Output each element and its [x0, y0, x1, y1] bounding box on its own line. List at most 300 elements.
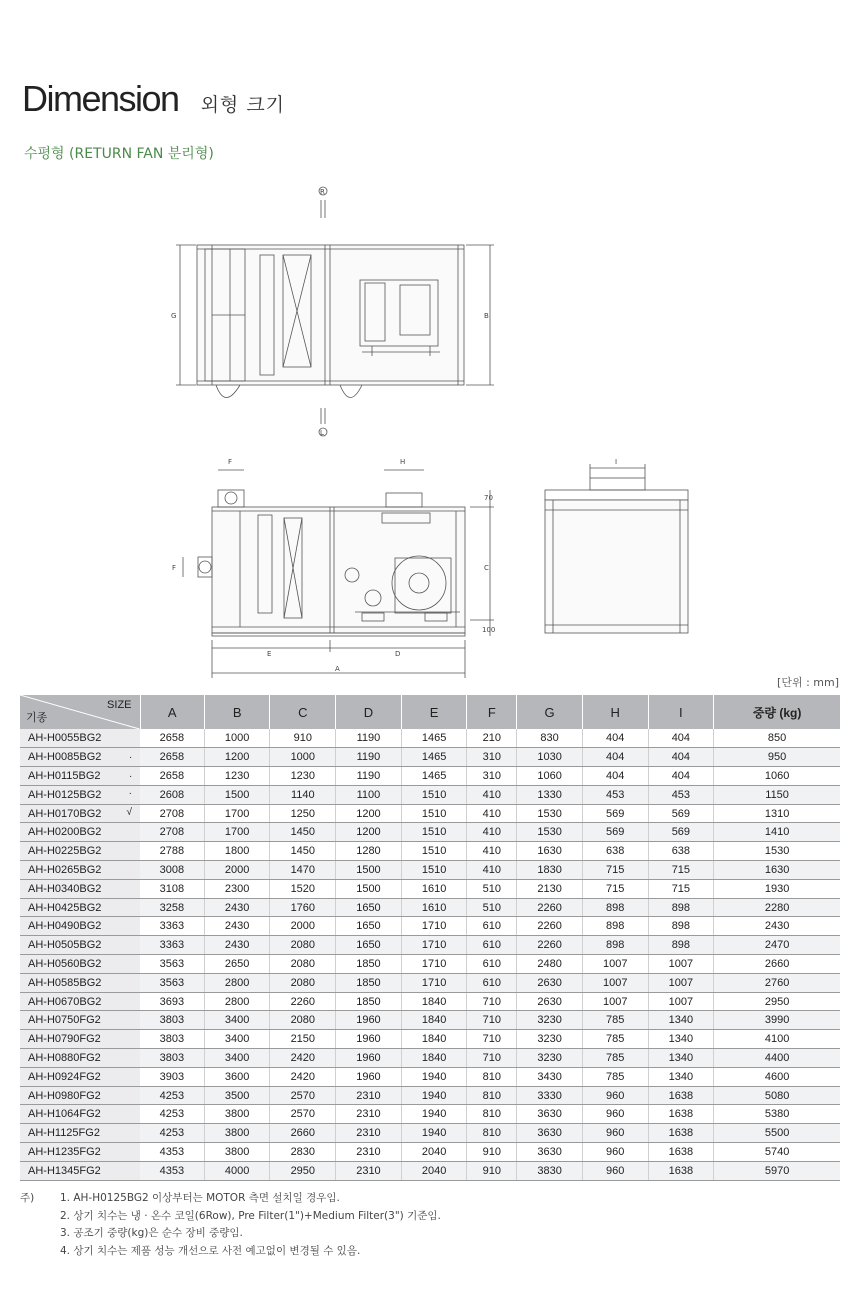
unit-note: [단위 : mm]	[777, 676, 839, 689]
model-name: AH-H0265BG2	[28, 863, 102, 876]
table-cell: 638	[648, 842, 714, 861]
table-cell: 3258	[140, 898, 204, 917]
table-cell: 2608	[140, 785, 204, 804]
table-cell: 2470	[714, 936, 840, 955]
table-cell: 1200	[336, 823, 402, 842]
table-cell: 960	[582, 1124, 648, 1143]
table-cell: 2080	[270, 1011, 336, 1030]
notes-list	[60, 1190, 441, 1260]
table-cell: 3600	[204, 1067, 270, 1086]
model-mark: .	[129, 769, 132, 781]
table-cell: 3008	[140, 861, 204, 880]
table-cell: 2310	[336, 1143, 402, 1162]
table-cell: 5080	[714, 1086, 840, 1105]
dim-label-l: L	[320, 429, 324, 437]
table-cell: 453	[648, 785, 714, 804]
table-row	[20, 898, 840, 917]
table-cell: 1470	[270, 861, 336, 880]
model-name: AH-H0340BG2	[28, 882, 102, 895]
table-cell: 1610	[401, 898, 467, 917]
table-cell: 1140	[270, 785, 336, 804]
table-cell: 2480	[517, 955, 583, 974]
table-cell: 1510	[401, 861, 467, 880]
table-cell: 1060	[714, 767, 840, 786]
model-cell	[20, 748, 140, 767]
table-row	[20, 1124, 840, 1143]
table-cell: 569	[582, 823, 648, 842]
table-cell: 2260	[517, 917, 583, 936]
table-cell: 3630	[517, 1143, 583, 1162]
table-cell: 2660	[714, 955, 840, 974]
model-name: AH-H0085BG2	[28, 751, 102, 764]
table-cell: 1840	[401, 1030, 467, 1049]
table-cell: 2420	[270, 1067, 336, 1086]
table-cell: 710	[467, 1030, 517, 1049]
table-cell: 1638	[648, 1161, 714, 1180]
table-cell: 898	[582, 936, 648, 955]
table-cell: 1940	[401, 1086, 467, 1105]
model-name: AH-H1064FG2	[28, 1108, 101, 1121]
table-cell: 410	[467, 804, 517, 823]
table-row	[20, 992, 840, 1011]
model-cell	[20, 1049, 140, 1068]
table-cell: 710	[467, 1049, 517, 1068]
table-cell: 1500	[204, 785, 270, 804]
model-name: AH-H0880FG2	[28, 1051, 101, 1064]
table-cell: 1500	[336, 879, 402, 898]
table-cell: 1340	[648, 1030, 714, 1049]
table-cell: 810	[467, 1105, 517, 1124]
table-cell: 2130	[517, 879, 583, 898]
table-cell: 1638	[648, 1105, 714, 1124]
dim-label-f-top: F	[228, 458, 233, 466]
table-cell: 1960	[336, 1011, 402, 1030]
table-cell: 3903	[140, 1067, 204, 1086]
table-cell: 2310	[336, 1105, 402, 1124]
table-cell: 410	[467, 842, 517, 861]
table-cell: 785	[582, 1030, 648, 1049]
table-cell: 1700	[204, 823, 270, 842]
table-cell: 1410	[714, 823, 840, 842]
table-cell: 785	[582, 1067, 648, 1086]
table-cell: 3800	[204, 1143, 270, 1162]
table-row	[20, 1143, 840, 1162]
table-cell: 1840	[401, 1049, 467, 1068]
column-header: B	[204, 695, 270, 729]
table-cell: 710	[467, 992, 517, 1011]
column-header: E	[401, 695, 467, 729]
table-cell: 960	[582, 1161, 648, 1180]
table-cell: 810	[467, 1124, 517, 1143]
table-cell: 404	[648, 748, 714, 767]
table-cell: 1800	[204, 842, 270, 861]
notes	[20, 1190, 441, 1260]
model-cell	[20, 1030, 140, 1049]
table-cell: 910	[467, 1161, 517, 1180]
model-cell	[20, 1011, 140, 1030]
table-cell: 1510	[401, 804, 467, 823]
table-cell: 1940	[401, 1124, 467, 1143]
table-cell: 510	[467, 879, 517, 898]
model-cell	[20, 973, 140, 992]
table-cell: 2080	[270, 955, 336, 974]
table-cell: 715	[582, 861, 648, 880]
model-name: AH-H0790FG2	[28, 1033, 101, 1046]
column-header: D	[336, 695, 402, 729]
model-name: AH-H0425BG2	[28, 901, 102, 914]
table-cell: 810	[467, 1067, 517, 1086]
model-name: AH-H0115BG2	[28, 769, 101, 782]
table-cell: 2310	[336, 1161, 402, 1180]
model-name: AH-H0670BG2	[28, 995, 102, 1008]
model-cell	[20, 917, 140, 936]
table-cell: 3230	[517, 1011, 583, 1030]
dim-label-r: R	[320, 188, 325, 196]
model-name: AH-H0490BG2	[28, 920, 102, 933]
model-name: AH-H0585BG2	[28, 976, 102, 989]
dim-label-100: 100	[482, 626, 496, 634]
table-cell: 1450	[270, 823, 336, 842]
table-cell: 1000	[270, 748, 336, 767]
table-row	[20, 785, 840, 804]
table-cell: 1840	[401, 1011, 467, 1030]
table-cell: 898	[648, 936, 714, 955]
table-cell: 830	[517, 729, 583, 748]
note-item: 2. 상기 치수는 냉 · 온수 코일(6Row), Pre Filter(1")+Medium Filter(3") 기준임.	[60, 1209, 441, 1222]
table-cell: 2310	[336, 1124, 402, 1143]
table-cell: 710	[467, 1011, 517, 1030]
table-cell: 410	[467, 861, 517, 880]
table-cell: 1650	[336, 898, 402, 917]
table-cell: 2430	[714, 917, 840, 936]
dim-label-i: I	[615, 458, 618, 466]
model-cell	[20, 729, 140, 748]
table-cell: 2800	[204, 973, 270, 992]
table-cell: 3693	[140, 992, 204, 1011]
model-cell	[20, 842, 140, 861]
table-cell: 898	[648, 898, 714, 917]
table-cell: 2150	[270, 1030, 336, 1049]
table-cell: 1007	[582, 973, 648, 992]
table-cell: 2260	[517, 936, 583, 955]
table-row	[20, 1030, 840, 1049]
table-cell: 2658	[140, 729, 204, 748]
table-cell: 310	[467, 767, 517, 786]
table-cell: 4253	[140, 1105, 204, 1124]
table-cell: 453	[582, 785, 648, 804]
table-cell: 960	[582, 1105, 648, 1124]
table-cell: 1650	[336, 917, 402, 936]
table-cell: 2760	[714, 973, 840, 992]
end-view-drawing	[545, 464, 688, 633]
table-cell: 3830	[517, 1161, 583, 1180]
table-cell: 2430	[204, 936, 270, 955]
table-row	[20, 973, 840, 992]
table-cell: 850	[714, 729, 840, 748]
table-cell: 3803	[140, 1030, 204, 1049]
table-cell: 4400	[714, 1049, 840, 1068]
model-cell	[20, 804, 140, 823]
table-cell: 1190	[336, 729, 402, 748]
note-item: 4. 상기 치수는 제품 성능 개선으로 사전 예고없이 변경될 수 있음.	[60, 1244, 361, 1257]
table-row	[20, 861, 840, 880]
table-cell: 2300	[204, 879, 270, 898]
table-cell: 2080	[270, 973, 336, 992]
table-row	[20, 1049, 840, 1068]
table-cell: 1007	[582, 955, 648, 974]
model-cell	[20, 823, 140, 842]
table-cell: 1650	[336, 936, 402, 955]
table-cell: 1960	[336, 1030, 402, 1049]
table-cell: 2080	[270, 936, 336, 955]
table-row	[20, 879, 840, 898]
table-cell: 1190	[336, 748, 402, 767]
table-cell: 3400	[204, 1011, 270, 1030]
table-cell: 2000	[204, 861, 270, 880]
table-cell: 1007	[648, 955, 714, 974]
table-row	[20, 1105, 840, 1124]
table-row	[20, 936, 840, 955]
table-row	[20, 823, 840, 842]
model-cell	[20, 936, 140, 955]
table-body	[20, 729, 840, 1180]
table-cell: 4353	[140, 1161, 204, 1180]
table-cell: 638	[582, 842, 648, 861]
table-cell: 1200	[336, 804, 402, 823]
table-cell: 1500	[336, 861, 402, 880]
table-cell: 610	[467, 955, 517, 974]
model-cell	[20, 1143, 140, 1162]
model-name: AH-H0200BG2	[28, 826, 102, 839]
note-item: 1. AH-H0125BG2 이상부터는 MOTOR 측면 설치일 경우임.	[60, 1192, 340, 1204]
table-cell: 3230	[517, 1030, 583, 1049]
table-cell: 2420	[270, 1049, 336, 1068]
table-cell: 1630	[714, 861, 840, 880]
column-header: G	[517, 695, 583, 729]
table-cell: 1340	[648, 1067, 714, 1086]
table-cell: 2630	[517, 992, 583, 1011]
table-row	[20, 1086, 840, 1105]
table-cell: 4353	[140, 1143, 204, 1162]
model-cell	[20, 1105, 140, 1124]
table-cell: 569	[648, 823, 714, 842]
model-cell	[20, 785, 140, 804]
column-header: C	[270, 695, 336, 729]
table-cell: 1100	[336, 785, 402, 804]
table-cell: 1630	[517, 842, 583, 861]
table-cell: 1200	[204, 748, 270, 767]
table-cell: 1340	[648, 1049, 714, 1068]
table-cell: 404	[648, 767, 714, 786]
table-cell: 910	[467, 1143, 517, 1162]
table-cell: 2260	[517, 898, 583, 917]
table-cell: 404	[648, 729, 714, 748]
table-cell: 4600	[714, 1067, 840, 1086]
model-cell	[20, 1161, 140, 1180]
table-cell: 2708	[140, 804, 204, 823]
table-cell: 410	[467, 823, 517, 842]
table-cell: 3990	[714, 1011, 840, 1030]
table-cell: 1850	[336, 973, 402, 992]
table-cell: 1710	[401, 973, 467, 992]
table-cell: 950	[714, 748, 840, 767]
model-cell	[20, 767, 140, 786]
table-cell: 1840	[401, 992, 467, 1011]
table-cell: 785	[582, 1011, 648, 1030]
table-cell: 510	[467, 898, 517, 917]
table-row	[20, 1067, 840, 1086]
table-cell: 1850	[336, 992, 402, 1011]
table-cell: 2430	[204, 898, 270, 917]
table-cell: 1465	[401, 748, 467, 767]
table-cell: 1638	[648, 1143, 714, 1162]
dim-label-h: H	[400, 458, 406, 466]
table-cell: 1510	[401, 823, 467, 842]
table-cell: 404	[582, 748, 648, 767]
table-cell: 3803	[140, 1011, 204, 1030]
dim-label-f-left: F	[172, 564, 177, 572]
table-cell: 3400	[204, 1030, 270, 1049]
table-cell: 1700	[204, 804, 270, 823]
dim-label-a: A	[335, 665, 340, 673]
table-cell: 1530	[714, 842, 840, 861]
table-cell: 1510	[401, 842, 467, 861]
table-cell: 3803	[140, 1049, 204, 1068]
table-cell: 2040	[401, 1143, 467, 1162]
table-cell: 1465	[401, 729, 467, 748]
page-title-ko: 외형 크기	[200, 94, 286, 116]
table-cell: 2708	[140, 823, 204, 842]
model-name: AH-H0750FG2	[28, 1014, 101, 1027]
table-cell: 2658	[140, 748, 204, 767]
model-cell	[20, 955, 140, 974]
table-cell: 569	[648, 804, 714, 823]
model-name: AH-H1235FG2	[28, 1145, 101, 1158]
model-cell	[20, 1067, 140, 1086]
table-cell: 1450	[270, 842, 336, 861]
table-cell: 1930	[714, 879, 840, 898]
table-cell: 2650	[204, 955, 270, 974]
table-cell: 3630	[517, 1124, 583, 1143]
side-view-drawing	[183, 470, 494, 678]
table-cell: 1830	[517, 861, 583, 880]
model-name: AH-H0560BG2	[28, 957, 102, 970]
model-name: AH-H0505BG2	[28, 939, 102, 952]
table-cell: 410	[467, 785, 517, 804]
table-cell: 960	[582, 1086, 648, 1105]
table-cell: 1340	[648, 1011, 714, 1030]
dimension-table	[20, 695, 840, 1181]
table-cell: 1520	[270, 879, 336, 898]
table-cell: 3400	[204, 1049, 270, 1068]
table-cell: 1310	[714, 804, 840, 823]
table-row	[20, 955, 840, 974]
table-cell: 3563	[140, 973, 204, 992]
table-cell: 1250	[270, 804, 336, 823]
dim-label-g: G	[171, 312, 177, 320]
table-cell: 1960	[336, 1067, 402, 1086]
table-cell: 715	[648, 861, 714, 880]
column-header-weight: 중량 (kg)	[714, 695, 840, 729]
table-cell: 3363	[140, 936, 204, 955]
table-row	[20, 804, 840, 823]
note-item: 3. 공조기 중량(kg)은 순수 장비 중량임.	[60, 1227, 243, 1239]
table-cell: 2040	[401, 1161, 467, 1180]
table-cell: 1150	[714, 785, 840, 804]
model-mark: ·	[128, 787, 132, 799]
table-cell: 2260	[270, 992, 336, 1011]
table-cell: 3230	[517, 1049, 583, 1068]
table-cell: 310	[467, 748, 517, 767]
notes-prefix: 주)	[20, 1192, 35, 1204]
table-cell: 404	[582, 767, 648, 786]
table-cell: 1007	[648, 973, 714, 992]
table-cell: 2658	[140, 767, 204, 786]
table-cell: 569	[582, 804, 648, 823]
table-cell: 5380	[714, 1105, 840, 1124]
section-subtitle: 수평형 (RETURN FAN 분리형)	[24, 146, 214, 162]
table-cell: 1230	[270, 767, 336, 786]
table-cell: 898	[582, 898, 648, 917]
table-cell: 210	[467, 729, 517, 748]
table-cell: 1960	[336, 1049, 402, 1068]
table-cell: 2800	[204, 992, 270, 1011]
corner-kind-label: 기종	[26, 712, 48, 724]
table-cell: 1530	[517, 823, 583, 842]
table-cell: 3500	[204, 1086, 270, 1105]
table-cell: 2950	[270, 1161, 336, 1180]
table-cell: 4253	[140, 1086, 204, 1105]
model-name: AH-H1125FG2	[28, 1127, 100, 1140]
table-cell: 2630	[517, 973, 583, 992]
table-cell: 1007	[582, 992, 648, 1011]
table-row	[20, 748, 840, 767]
top-view-drawing	[176, 187, 494, 436]
corner-size-label: SIZE	[107, 699, 132, 711]
column-header: H	[582, 695, 648, 729]
model-mark: √	[126, 806, 132, 818]
table-cell: 2000	[270, 917, 336, 936]
table-cell: 610	[467, 917, 517, 936]
table-cell: 1000	[204, 729, 270, 748]
table-cell: 2950	[714, 992, 840, 1011]
table-cell: 3630	[517, 1105, 583, 1124]
table-cell: 5500	[714, 1124, 840, 1143]
model-name: AH-H0225BG2	[28, 845, 102, 858]
table-row	[20, 729, 840, 748]
table-cell: 3330	[517, 1086, 583, 1105]
table-cell: 2570	[270, 1105, 336, 1124]
table-cell: 1850	[336, 955, 402, 974]
table-cell: 1330	[517, 785, 583, 804]
model-cell	[20, 898, 140, 917]
table-cell: 1710	[401, 936, 467, 955]
model-cell	[20, 1086, 140, 1105]
table-cell: 1060	[517, 767, 583, 786]
table-cell: 3430	[517, 1067, 583, 1086]
model-cell	[20, 992, 140, 1011]
dim-label-d: D	[395, 650, 401, 658]
table-cell: 4000	[204, 1161, 270, 1180]
table-cell: 4100	[714, 1030, 840, 1049]
table-header-row	[20, 695, 840, 729]
model-mark: .	[129, 750, 132, 762]
model-name: AH-H0170BG2	[28, 807, 102, 820]
table-cell: 5970	[714, 1161, 840, 1180]
dim-label-b: B	[484, 312, 489, 320]
table-cell: 1940	[401, 1067, 467, 1086]
table-cell: 4253	[140, 1124, 204, 1143]
